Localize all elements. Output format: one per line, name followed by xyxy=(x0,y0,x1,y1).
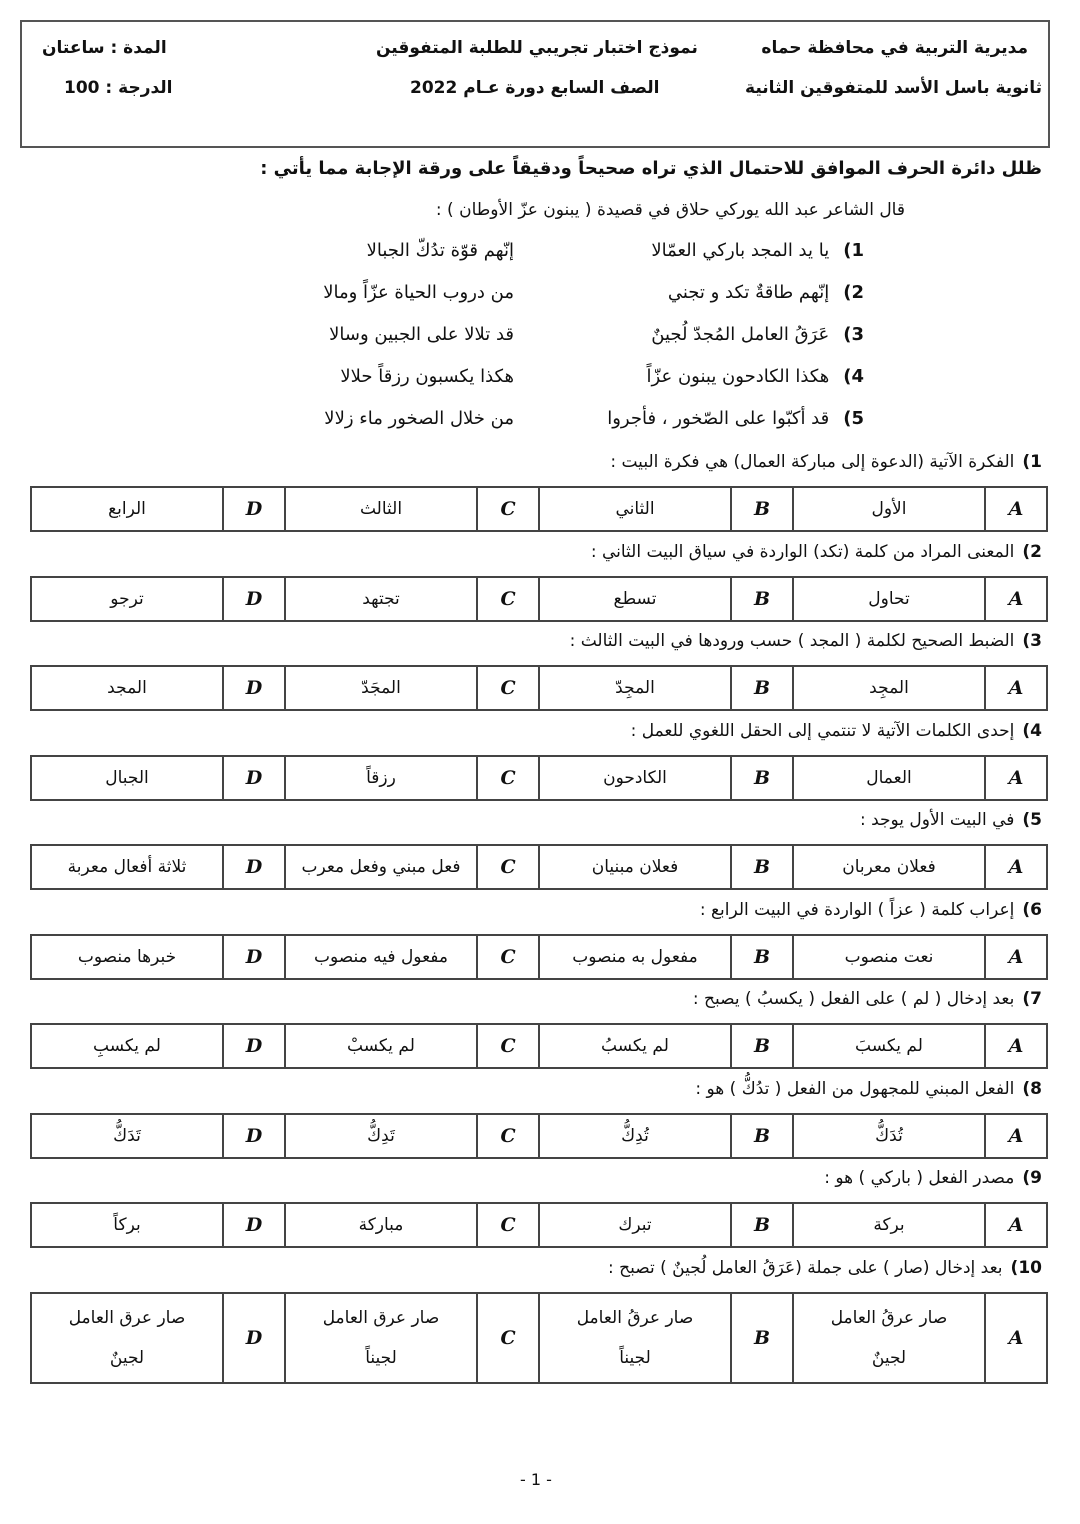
option-answer[interactable]: مباركة xyxy=(285,1203,477,1247)
question-text xyxy=(695,1079,1042,1099)
option-answer[interactable]: فعلان مبنيان xyxy=(539,845,731,889)
option-letter[interactable]: C xyxy=(477,1114,539,1158)
option-answer[interactable]: ثلاثة أفعال معربة xyxy=(31,845,223,889)
option-answer[interactable]: ترجو xyxy=(31,577,223,621)
options-row xyxy=(31,1114,1047,1158)
directorate-label: مديرية التربية في محافظة حماه xyxy=(761,38,1028,58)
option-letter[interactable]: B xyxy=(731,1114,793,1158)
verse-first-text: عَرَقُ العامل المُجدّ لُجينٌ xyxy=(651,324,830,345)
option-answer[interactable]: بركاً xyxy=(31,1203,223,1247)
option-answer[interactable]: تجتهد xyxy=(285,577,477,621)
verse-second-hemistich: من دروب الحياة عزّاً ومالا xyxy=(323,282,514,303)
option-letter[interactable]: D xyxy=(223,1203,285,1247)
option-answer[interactable]: لم يكسبُ xyxy=(539,1024,731,1068)
option-letter[interactable]: C xyxy=(477,666,539,710)
options-table xyxy=(30,576,1048,622)
option-answer[interactable]: خبرها منصوب xyxy=(31,935,223,979)
option-letter[interactable]: B xyxy=(731,577,793,621)
option-letter[interactable]: D xyxy=(223,1024,285,1068)
option-letter[interactable]: D xyxy=(223,756,285,800)
option-answer[interactable]: تحاول xyxy=(793,577,985,621)
verse-first-hemistich xyxy=(668,282,864,303)
option-letter[interactable]: D xyxy=(223,1293,285,1383)
grade-session: الصف السابع دورة عـام 2022 xyxy=(410,78,660,98)
score-label: الدرجة : 100 xyxy=(64,78,173,98)
option-answer[interactable]: المجِدّ xyxy=(539,666,731,710)
option-letter[interactable]: A xyxy=(985,1203,1047,1247)
instruction: ظلل دائرة الحرف الموافق للاحتمال الذي تراه صحيحاً ودقيقاً على ورقة الإجابة مما يأتي : xyxy=(260,158,1042,179)
question-number: 9) xyxy=(1022,1168,1042,1188)
option-letter[interactable]: B xyxy=(731,1024,793,1068)
option-letter[interactable]: C xyxy=(477,577,539,621)
question-number: 8) xyxy=(1022,1078,1042,1099)
question-prompt: إحدى الكلمات الآتية لا تنتمي إلى الحقل اللغوي للعمل : xyxy=(630,720,1015,741)
question-text xyxy=(700,900,1042,920)
verse-number: 3) xyxy=(843,324,864,345)
option-letter[interactable]: A xyxy=(985,756,1047,800)
question-number: 7) xyxy=(1022,989,1042,1009)
verse-first-hemistich xyxy=(651,324,864,345)
question-prompt: الضبط الصحيح لكلمة ( المجد ) حسب ورودها في البيت الثالث : xyxy=(569,631,1015,651)
question-text xyxy=(591,542,1042,562)
option-answer[interactable]: صار عرق العامل لجينٌ xyxy=(31,1293,223,1383)
option-answer[interactable]: تُدَكُّ xyxy=(793,1114,985,1158)
option-letter[interactable]: D xyxy=(223,935,285,979)
option-letter[interactable]: B xyxy=(731,487,793,531)
question-number: 6) xyxy=(1022,899,1042,920)
question-prompt: الفكرة الآتية (الدعوة إلى مباركة العمال) هي فكرة البيت : xyxy=(610,452,1015,472)
option-answer[interactable]: لم يكسبْ xyxy=(285,1024,477,1068)
option-answer[interactable]: الثالث xyxy=(285,487,477,531)
options-row xyxy=(31,487,1047,531)
question-text xyxy=(608,1258,1042,1278)
verse-second-hemistich: إنّهم قوّة تدُكّ الجبالا xyxy=(366,240,514,261)
option-letter[interactable]: A xyxy=(985,577,1047,621)
option-letter[interactable]: A xyxy=(985,1024,1047,1068)
verse-second-hemistich: هكذا يكسبون رزقاً حلالا xyxy=(340,366,514,387)
option-answer[interactable]: الأول xyxy=(793,487,985,531)
verse-first-hemistich xyxy=(647,366,864,387)
options-row xyxy=(31,1024,1047,1068)
option-letter[interactable]: B xyxy=(731,845,793,889)
question-number: 2) xyxy=(1022,541,1042,562)
option-letter[interactable]: A xyxy=(985,666,1047,710)
question-prompt: مصدر الفعل ( باركي ) هو : xyxy=(824,1168,1015,1188)
options-row xyxy=(31,666,1047,710)
options-row xyxy=(31,935,1047,979)
question-text xyxy=(693,989,1042,1009)
option-letter[interactable]: B xyxy=(731,1203,793,1247)
options-table xyxy=(30,755,1048,801)
option-letter[interactable]: D xyxy=(223,666,285,710)
question-prompt: بعد إدخال ( لم ) على الفعل ( يكسبُ ) يصبح : xyxy=(692,989,1015,1009)
option-answer[interactable]: الكادحون xyxy=(539,756,731,800)
verse-first-hemistich xyxy=(651,240,864,261)
verse-first-text: قد أكبّوا على الصّخور ، فأجروا xyxy=(607,408,830,429)
verse-first-text: يا يد المجد باركي العمّالا xyxy=(651,240,830,261)
verse-first-text: إنّهم طاقةٌ تكد و تجني xyxy=(667,282,830,303)
option-answer[interactable]: الرابع xyxy=(31,487,223,531)
options-table xyxy=(30,1202,1048,1248)
verse-number: 2) xyxy=(843,282,864,303)
option-letter[interactable]: B xyxy=(731,1293,793,1383)
option-letter[interactable]: C xyxy=(477,935,539,979)
verse-second-hemistich: من خلال الصخور ماء زلالا xyxy=(324,408,514,429)
options-table xyxy=(30,665,1048,711)
options-row xyxy=(31,1203,1047,1247)
question-prompt: المعنى المراد من كلمة (تكد) الواردة في سياق البيت الثاني : xyxy=(590,541,1015,562)
duration-label: المدة : ساعتان xyxy=(42,38,167,58)
option-letter[interactable]: A xyxy=(985,1114,1047,1158)
school-label: ثانوية باسل الأسد للمتفوقين الثانية xyxy=(745,78,1042,98)
question-number: 5) xyxy=(1022,810,1042,830)
option-letter[interactable]: C xyxy=(477,1293,539,1383)
options-row xyxy=(31,756,1047,800)
question-prompt: بعد إدخال (صار ) على جملة (عَرَقُ العامل لُجينٌ ) تصبح : xyxy=(608,1257,1003,1278)
option-letter[interactable]: B xyxy=(731,935,793,979)
option-answer[interactable]: صار عرقُ العامل لجيناً xyxy=(539,1293,731,1383)
option-answer[interactable]: المجَدّ xyxy=(285,666,477,710)
option-letter[interactable]: A xyxy=(985,487,1047,531)
question-text xyxy=(824,1168,1042,1188)
question-text xyxy=(860,810,1042,830)
options-row xyxy=(31,577,1047,621)
option-answer[interactable]: المجد xyxy=(31,666,223,710)
option-answer[interactable]: رزقاً xyxy=(285,756,477,800)
verse-number: 1) xyxy=(843,240,864,261)
question-prompt: في البيت الأول يوجد : xyxy=(859,810,1015,830)
option-answer[interactable]: فعل مبني وفعل معرب xyxy=(285,845,477,889)
option-letter[interactable]: D xyxy=(223,577,285,621)
question-number: 10) xyxy=(1010,1257,1042,1278)
option-answer[interactable]: بركة xyxy=(793,1203,985,1247)
question-text xyxy=(570,631,1042,651)
question-prompt: الفعل المبني للمجهول من الفعل ( تدُكُّ ) هو : xyxy=(695,1078,1015,1099)
option-answer[interactable]: صار عرقُ العامل لجينٌ xyxy=(793,1293,985,1383)
option-letter[interactable]: C xyxy=(477,1203,539,1247)
question-number: 3) xyxy=(1022,631,1042,651)
options-table xyxy=(30,1023,1048,1069)
verse-number: 4) xyxy=(843,366,864,387)
option-letter[interactable]: D xyxy=(223,845,285,889)
option-letter[interactable]: D xyxy=(223,1114,285,1158)
options-table xyxy=(30,844,1048,890)
option-answer[interactable]: لم يكسبَ xyxy=(793,1024,985,1068)
option-answer[interactable]: صار عرق العامل لجيناً xyxy=(285,1293,477,1383)
poem-intro: قال الشاعر عبد الله يوركي حلاق في قصيدة ( يبنون عزّ الأوطان ) : xyxy=(435,200,905,220)
exam-title: نموذج اختبار تجريبي للطلبة المتفوقين xyxy=(376,38,698,58)
option-letter[interactable]: B xyxy=(731,756,793,800)
options-table xyxy=(30,486,1048,532)
options-table xyxy=(30,1292,1048,1384)
options-row xyxy=(31,1293,1047,1383)
option-answer[interactable]: تبرك xyxy=(539,1203,731,1247)
option-answer[interactable]: المجِد xyxy=(793,666,985,710)
verse-first-hemistich xyxy=(607,408,864,429)
options-row xyxy=(31,845,1047,889)
question-text xyxy=(631,721,1042,741)
option-letter[interactable]: C xyxy=(477,845,539,889)
option-letter[interactable]: A xyxy=(985,935,1047,979)
question-number: 4) xyxy=(1022,720,1042,741)
option-letter[interactable]: A xyxy=(985,1293,1047,1383)
option-answer[interactable]: الجبال xyxy=(31,756,223,800)
options-table xyxy=(30,934,1048,980)
question-prompt: إعراب كلمة ( عزاً ) الواردة في البيت الرابع : xyxy=(699,899,1015,920)
option-letter[interactable]: B xyxy=(731,666,793,710)
page-number: - 1 - xyxy=(520,1470,552,1489)
option-letter[interactable]: C xyxy=(477,1024,539,1068)
option-letter[interactable]: C xyxy=(477,756,539,800)
option-letter[interactable]: C xyxy=(477,487,539,531)
option-answer[interactable]: تُدِكُّ xyxy=(539,1114,731,1158)
option-answer[interactable]: تَدَكُّ xyxy=(31,1114,223,1158)
option-answer[interactable]: نعت منصوب xyxy=(793,935,985,979)
option-answer[interactable]: مفعول فيه منصوب xyxy=(285,935,477,979)
option-answer[interactable]: الثاني xyxy=(539,487,731,531)
verse-number: 5) xyxy=(843,408,864,429)
verse-first-text: هكذا الكادحون يبنون عزّاً xyxy=(646,366,830,387)
options-table xyxy=(30,1113,1048,1159)
option-letter[interactable]: D xyxy=(223,487,285,531)
verse-second-hemistich: قد تلالا على الجبين وسالا xyxy=(329,324,514,345)
option-answer[interactable]: فعلان معربان xyxy=(793,845,985,889)
question-text xyxy=(610,452,1042,472)
option-answer[interactable]: مفعول به منصوب xyxy=(539,935,731,979)
option-letter[interactable]: A xyxy=(985,845,1047,889)
option-answer[interactable]: لم يكسبِ xyxy=(31,1024,223,1068)
option-answer[interactable]: تَدِكُّ xyxy=(285,1114,477,1158)
option-answer[interactable]: تسطع xyxy=(539,577,731,621)
question-number: 1) xyxy=(1022,452,1042,472)
option-answer[interactable]: العمال xyxy=(793,756,985,800)
